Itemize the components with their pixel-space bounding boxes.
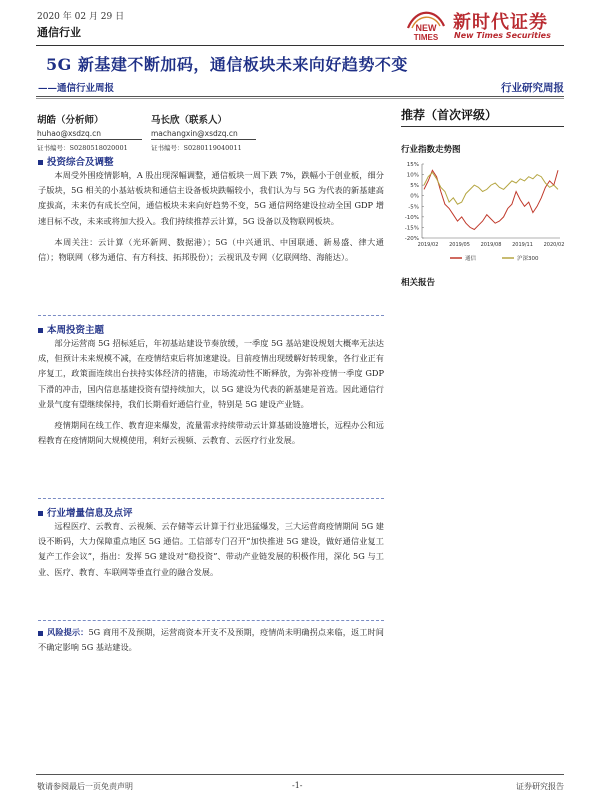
x-tick-label: 2019/11	[512, 242, 533, 248]
paragraph: 部分运营商 5G 招标延后，年初基站建设节奏放缓，一季度 5G 基站建设规划大概率无法达成，但预计未来规模不减，在疫情结束后将加速建设。目前疫情出现缓解好转现象，各行业正有序复工，政策面连续出台扶持实体经济的措施，市场流动性不断释放，为弥补疫情一季度 GDP 下滑的冲击，国内信息基建投资有望持续加大，以 5G 建设为代表的新基建是首选。因此通信行业景气度有望继续保持，我们长期看好通信行业，特别是 5G 建设产业链。	[38, 338, 384, 409]
x-tick-label: 2019/08	[480, 242, 502, 248]
section-heading: 本周投资主题	[38, 322, 104, 336]
risk-text: 5G 商用不及预期，运营商资本开支不及预期，疫情尚未明确拐点来临，返工时间不确定影响 5G 基站建设。	[38, 627, 384, 653]
y-tick-label: -10%	[404, 214, 419, 221]
rating-divider	[401, 126, 564, 127]
y-tick-label: 15%	[406, 162, 419, 168]
analyst-name: 马长欣（联系人）	[151, 115, 228, 126]
y-tick-label: 10%	[406, 172, 419, 179]
analyst-license: 证书编号：S0280518020001	[37, 144, 128, 152]
legend-label: 沪深300	[517, 256, 539, 262]
footer-divider	[36, 774, 564, 775]
page-title: 5G 新基建不断加码，通信板块未来向好趋势不变	[46, 55, 408, 74]
industry-label: 通信行业	[37, 26, 81, 39]
industry-index-chart	[398, 158, 564, 266]
paragraph: 疫情期间在线工作、教育迎来爆发，流量需求持续带动云计算基础设施增长，远程办公和远程教育在疫情期间大规模使用，利好云视频、云教育、云医疗行业发展。	[38, 420, 384, 446]
logo-en: New Times Securities	[454, 31, 551, 40]
x-tick-label: 2020/02	[543, 242, 564, 248]
y-tick-label: -20%	[404, 236, 419, 242]
risk-label: 风险提示：	[47, 627, 89, 637]
section-divider	[38, 498, 384, 499]
page-subtitle: ——通信行业周报	[38, 83, 115, 94]
logo-icon	[404, 6, 448, 44]
analyst-card	[37, 112, 167, 152]
section-divider	[38, 315, 384, 316]
y-tick-label: -15%	[404, 225, 419, 232]
x-tick-label: 2019/02	[417, 242, 439, 248]
analyst-email[interactable]: machangxin@xsdzq.cn	[151, 129, 238, 138]
report-date: 2020 年 02 月 29 日	[37, 12, 125, 22]
report-type: 行业研究周报	[501, 82, 564, 94]
title-divider-thin	[36, 98, 564, 99]
risk-warning	[38, 625, 384, 655]
section-heading: 投资综合及调整	[38, 154, 114, 168]
y-tick-label: 0%	[410, 193, 419, 200]
bullet-square-icon	[38, 328, 43, 333]
paragraph: 远程医疗、云教育、云视频、云存储等云计算于行业迅猛爆发，三大运营商疫情期间 5G 建设不断码，大力保障重点地区 5G 通信。工信部专门召开“加快推进 5G 建设，做好通信业复工复产工作会议”，指出：发挥 5G 建设对“稳投资”、带动产业链发展的积极作用，深化 5G 与工业、医疗、教育、车联网等垂直行业的融合发展。	[38, 521, 384, 577]
analyst-license: 证书编号：S0280119040011	[151, 144, 242, 152]
section-body	[38, 519, 384, 580]
bullet-square-icon	[38, 631, 43, 636]
x-tick-label: 2019/05	[449, 242, 470, 248]
analyst-card	[151, 112, 281, 152]
logo-mark-top: NEW	[415, 23, 437, 33]
legend-label: 通信	[465, 256, 477, 262]
paragraph: 本周受外围疫情影响，A 股出现深幅调整，通信板块一周下跌 7%，跌幅小于创业板，细分子版块，5G 相关的小基站板块和通信主设备板块跌幅较小，我们认为与 5G 为代表的新基建高度拔高，未来仍有成长空间，通信板块未来向好趋势不变，5G 通信网络建设拉动全国 GDP 增速目标不改，未来或将加大投入。我们持续推荐云计算，5G 设备以及物联网板块。	[38, 170, 384, 226]
series-line-telecom	[424, 170, 558, 229]
disclaimer-link[interactable]: 敬请参阅最后一页免责声明	[37, 782, 133, 791]
footer-label: 证券研究报告	[516, 782, 564, 791]
y-tick-label: -5%	[408, 204, 419, 211]
analyst-email[interactable]: huhao@xsdzq.cn	[37, 129, 102, 138]
section-divider	[38, 620, 384, 621]
related-reports-heading: 相关报告	[401, 278, 436, 288]
header-divider	[36, 45, 564, 46]
logo-mark-bottom: TIMES	[413, 33, 439, 42]
series-line-csi300	[424, 173, 558, 205]
rating: 推荐（首次评级）	[401, 108, 498, 122]
logo-cn: 新时代证券	[453, 12, 548, 33]
title-divider	[36, 96, 564, 97]
bullet-square-icon	[38, 511, 43, 516]
section-heading: 行业增量信息及点评	[38, 505, 133, 519]
analyst-name: 胡皓（分析师）	[37, 115, 104, 126]
section-body	[38, 168, 384, 265]
bullet-square-icon	[38, 160, 43, 165]
section-body	[38, 336, 384, 448]
page-number: -1-	[292, 781, 303, 790]
chart-heading: 行业指数走势图	[401, 145, 461, 155]
paragraph: 本周关注：云计算（光环新网、数据港）；5G（中兴通讯、中国联通、新易盛、律大通信）；物联网（移为通信、有方科技、拓邦股份）；云视讯及专网（亿联网络、海能达）。	[38, 236, 384, 263]
y-tick-label: 5%	[410, 183, 419, 190]
